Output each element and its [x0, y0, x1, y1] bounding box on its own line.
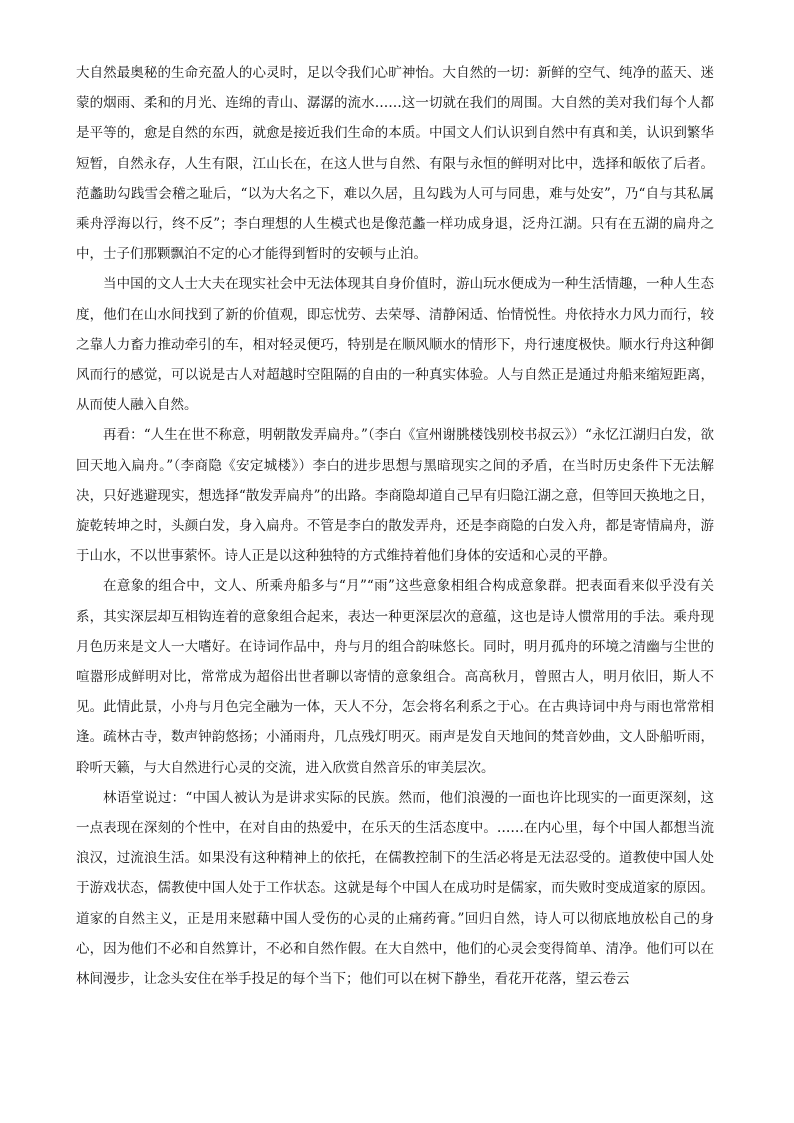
paragraph-1: 大自然最奥秘的生命充盈人的心灵时，足以令我们心旷神怡。大自然的一切：新鲜的空气、纯净的蓝天、迷蒙的烟雨、柔和的月光、连绵的青山、潺潺的流水……这一切就在我们的周围。大自然的美对我们每个人都是平等的，愈是自然的东西，就愈是接近我们生命的本质。中国文人们认识到自然中有真和美，认识到繁华短暂，自然永存，人生有限，江山长在，在这人世与自然、有限与永恒的鲜明对比中，选择和皈依了后者。范蠡助勾践雪会稽之耻后，“以为大名之下，难以久居，且勾践为人可与同患，难与处安”，乃“自与其私属乘舟浮海以行，终不反”；李白理想的人生模式也是像范蠡一样功成身退，泛舟江湖。只有在五湖的扁舟之中，士子们那颗飘泊不定的心才能得到暂时的安顿与止泊。 [76, 65, 714, 263]
document-body [76, 58, 714, 994]
paragraph-2: 当中国的文人士大夫在现实社会中无法体现其自身价值时，游山玩水便成为一种生活情趣，一种人生态度，他们在山水间找到了新的价值观，即忘忧劳、去荣辱、清静闲适、怡情悦性。舟依持水力风力而行，较之靠人力畜力推动牵引的车，相对轻灵便巧，特别是在顺风顺水的情形下，舟行速度极快。顺水行舟这种御风而行的感觉，可以说是古人对超越时空阻隔的自由的一种真实体验。人与自然正是通过舟船来缩短距离，从而使人融入自然。 [76, 276, 714, 414]
paragraph-4: 在意象的组合中，文人、所乘舟船多与“月”“雨”这些意象相组合构成意象群。把表面看来似乎没有关系，其实深层却互相钩连着的意象组合起来，表达一种更深层次的意蕴，这也是诗人惯常用的手法。乘舟现月色历来是文人一大嗜好。在诗词作品中，舟与月的组合韵味悠长。同时，明月孤舟的环境之清幽与尘世的喧嚣形成鲜明对比，常常成为超俗出世者聊以寄情的意象组合。高高秋月，曾照古人，明月依旧，斯人不见。此情此景，小舟与月色完全融为一体，天人不分，怎会将名利系之于心。在古典诗词中舟与雨也常常相逢。疏林古寺，数声钟韵悠扬；小涌雨舟，几点残灯明灭。雨声是发自天地间的梵音妙曲，文人卧船听雨，聆听天籁，与大自然进行心灵的交流，进入欣赏自然音乐的审美层次。 [76, 578, 714, 776]
paragraph-3: 再看：“人生在世不称意，明朝散发弄扁舟。”（李白《宣州谢朓楼饯别校书叔云》）“永忆江湖归白发，欲回天地入扁舟。”（李商隐《安定城楼》）李白的进步思想与黑暗现实之间的矛盾，在当时历史条件下无法解决，只好逃避现实，想选择“散发弄扁舟”的出路。李商隐却道自己早有归隐江湖之意，但等回天换地之日，旋乾转坤之时，头颜白发，身入扁舟。不管是李白的散发弄舟，还是李商隐的白发入舟，都是寄情扁舟，游于山水，不以世事萦怀。诗人正是以这种独特的方式维持着他们身体的安适和心灵的平静。 [76, 427, 714, 565]
paragraph-5: 林语堂说过：“中国人被认为是讲求实际的民族。然而，他们浪漫的一面也许比现实的一面更深刻，这一点表现在深刻的个性中，在对自由的热爱中，在乐天的生活态度中。……在内心里，每个中国人都想当流浪汉，过流浪生活。如果没有这种精神上的依托，在儒教控制下的生活必将是无法忍受的。道教使中国人处于游戏状态，儒教使中国人处于工作状态。这就是每个中国人在成功时是儒家，而失败时变成道家的原因。道家的自然主义，正是用来慰藉中国人受伤的心灵的止痛药膏。”回归自然，诗人可以彻底地放松自己的身心，因为他们不必和自然算计，不必和自然作假。在大自然中，他们的心灵会变得简单、清净。他们可以在林间漫步，让念头安住在举手投足的每个当下；他们可以在树下静坐，看花开花落，望云卷云 [76, 789, 714, 988]
